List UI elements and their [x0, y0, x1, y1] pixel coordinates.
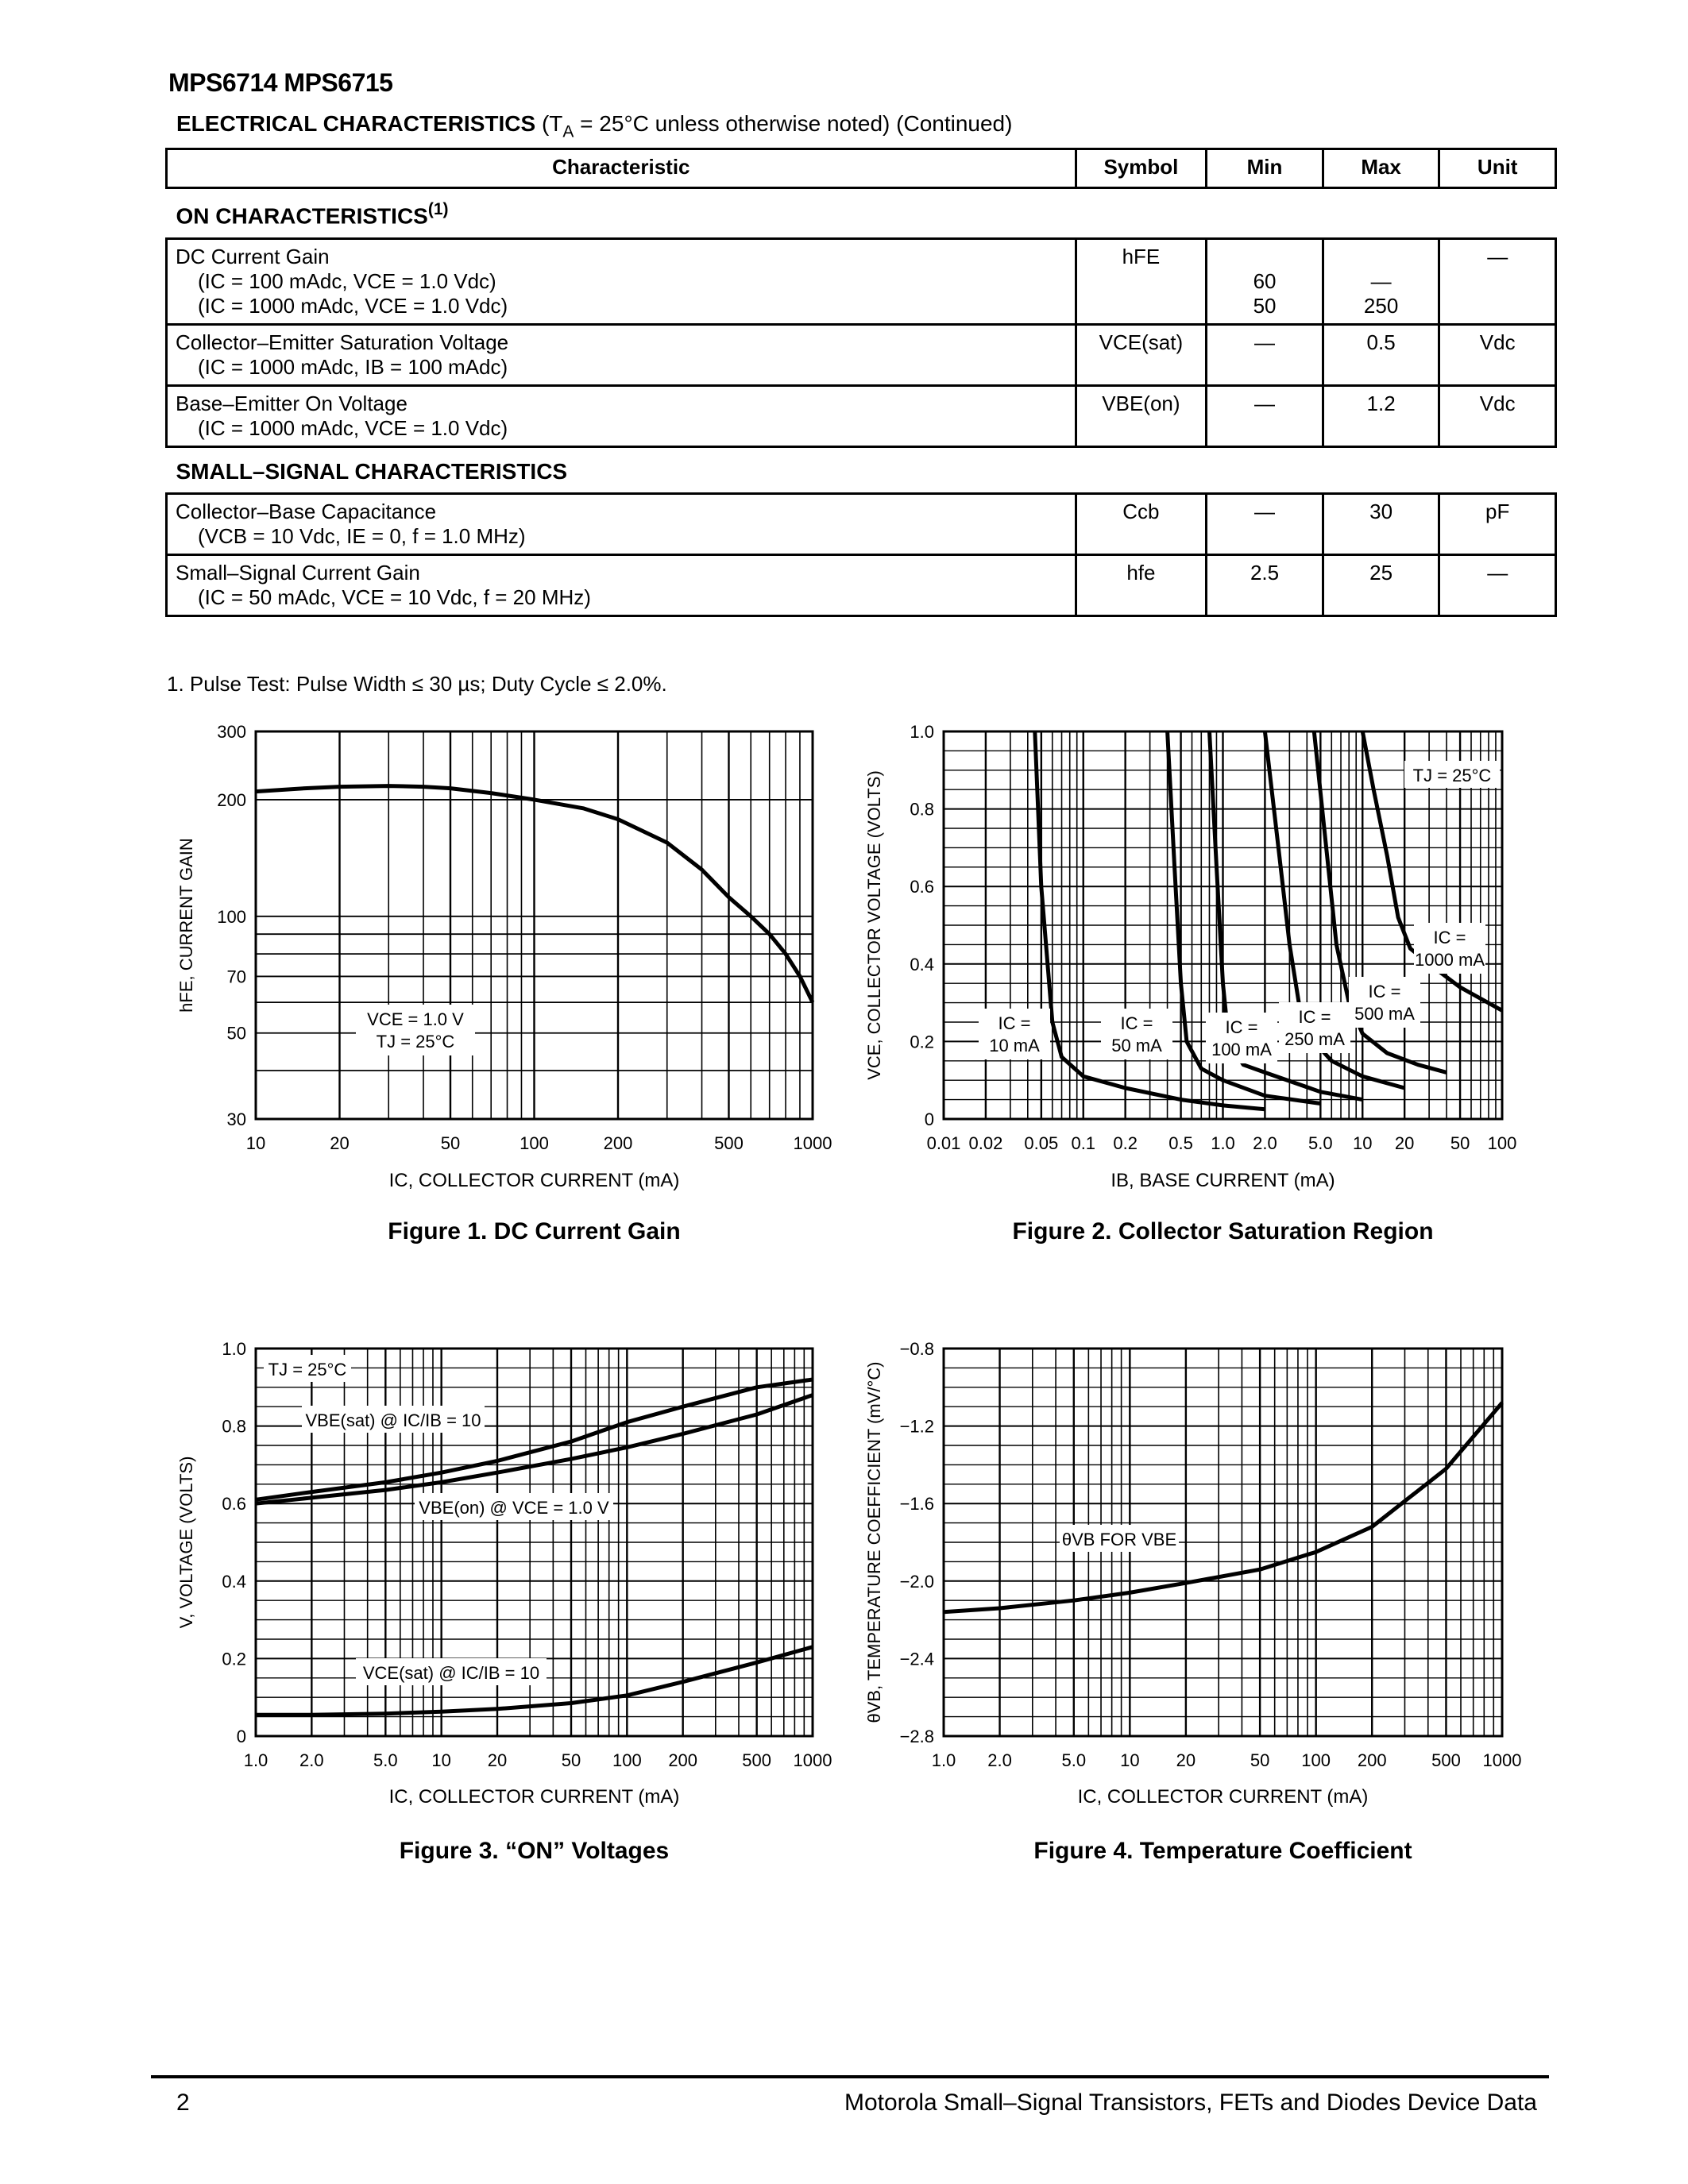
- annotation-text: IC =: [998, 1013, 1031, 1033]
- row-max: 30: [1323, 493, 1439, 554]
- header-min: Min: [1207, 149, 1323, 188]
- annotation-text: TJ = 25°C: [376, 1032, 455, 1051]
- x-tick-label: 0.1: [1071, 1133, 1096, 1153]
- x-tick-label: 200: [1357, 1750, 1387, 1770]
- annotation: [1349, 977, 1420, 1028]
- row-unit: Vdc: [1439, 385, 1556, 446]
- annotation-text: VBE(sat) @ IC/IB = 10: [305, 1410, 481, 1430]
- page-number: 2: [176, 2089, 190, 2116]
- annotation-text: IC =: [1368, 982, 1401, 1001]
- x-tick-label: 200: [668, 1750, 698, 1770]
- y-tick-label: 300: [217, 722, 246, 742]
- x-tick-label: 0.01: [926, 1133, 961, 1153]
- table-row: DC Current Gain (IC = 100 mAdc, VCE = 1.0 Vdc) (IC = 1000 mAdc, VCE = 1.0 Vdc) hFE 60 50 — 250 —: [167, 238, 1556, 324]
- y-tick-label: 0.4: [910, 954, 934, 974]
- x-tick-label: 10: [245, 1133, 266, 1153]
- series-line: [256, 1379, 813, 1499]
- y-axis-title: θVB, TEMPERATURE COEFFICIENT (mV/°C): [864, 1361, 884, 1723]
- x-tick-label: 10: [431, 1750, 451, 1770]
- y-tick-label: 0.4: [222, 1571, 246, 1592]
- footer-divider: [151, 2075, 1549, 2078]
- x-tick-label: 20: [330, 1133, 350, 1153]
- annotation: [1101, 1009, 1172, 1059]
- y-tick-label: −2.8: [899, 1727, 934, 1746]
- x-tick-label: 0.5: [1168, 1133, 1193, 1153]
- annotation: [356, 1658, 547, 1685]
- y-tick-label: 50: [226, 1023, 246, 1044]
- row-name: Small–Signal Current Gain: [176, 560, 420, 585]
- document-title: MPS6714 MPS6715: [168, 68, 393, 97]
- grid: [256, 731, 813, 1119]
- section-title-text: ELECTRICAL CHARACTERISTICS: [176, 111, 536, 136]
- header-symbol: Symbol: [1076, 149, 1207, 188]
- annotation-text: VCE = 1.0 V: [367, 1009, 464, 1029]
- annotation-text: θVB FOR VBE: [1061, 1530, 1177, 1549]
- row-condition: (VCB = 10 Vdc, IE = 0, f = 1.0 MHz): [198, 523, 526, 548]
- header-unit: Unit: [1439, 149, 1556, 188]
- annotation-text: 500 mA: [1354, 1004, 1415, 1024]
- header-max: Max: [1323, 149, 1439, 188]
- annotation-text: 10 mA: [989, 1036, 1040, 1055]
- x-tick-label: 10: [1353, 1133, 1373, 1153]
- footnote: 1. Pulse Test: Pulse Width ≤ 30 µs; Duty Cycle ≤ 2.0%.: [167, 672, 667, 696]
- row-min: —: [1207, 324, 1323, 385]
- annotation-text: IC =: [1433, 928, 1466, 947]
- y-axis-title: V, VOLTAGE (VOLTS): [176, 1456, 196, 1629]
- x-tick-label: 2.0: [987, 1750, 1012, 1770]
- y-axis-title: VCE, COLLECTOR VOLTAGE (VOLTS): [864, 770, 884, 1080]
- row-name: Collector–Base Capacitance: [176, 499, 437, 523]
- annotation: [356, 1005, 475, 1055]
- x-tick-label: 10: [1120, 1750, 1140, 1770]
- x-tick-label: 0.2: [1113, 1133, 1138, 1153]
- y-tick-label: 100: [217, 906, 246, 927]
- row-unit: —: [1439, 554, 1556, 615]
- annotation-text: VCE(sat) @ IC/IB = 10: [362, 1663, 540, 1683]
- x-tick-label: 50: [1250, 1750, 1270, 1770]
- x-tick-label: 100: [520, 1133, 549, 1153]
- y-tick-label: 1.0: [910, 722, 934, 742]
- group-small-signal: SMALL–SIGNAL CHARACTERISTICS: [167, 446, 1556, 493]
- annotation: [1404, 761, 1500, 788]
- x-tick-label: 1000: [793, 1133, 832, 1153]
- y-tick-label: 200: [217, 789, 246, 810]
- y-tick-label: −1.6: [899, 1494, 934, 1515]
- row-condition: (IC = 1000 mAdc, VCE = 1.0 Vdc): [198, 415, 508, 440]
- x-tick-label: 0.02: [968, 1133, 1003, 1153]
- row-max: 1.2: [1323, 385, 1439, 446]
- x-tick-label: 20: [1394, 1133, 1415, 1153]
- annotation: [1060, 1525, 1179, 1552]
- annotation-text: TJ = 25°C: [1412, 766, 1492, 785]
- row-max: 25: [1323, 554, 1439, 615]
- x-tick-label: 500: [742, 1750, 772, 1770]
- annotation: [264, 1355, 351, 1382]
- chart-2: [864, 722, 1516, 1244]
- x-tick-label: 100: [1301, 1750, 1331, 1770]
- row-min: 2.5: [1207, 554, 1323, 615]
- row-condition: (IC = 50 mAdc, VCE = 10 Vdc, f = 20 MHz): [198, 585, 591, 609]
- y-tick-label: 70: [226, 967, 246, 987]
- row-symbol: hfe: [1076, 554, 1207, 615]
- y-tick-label: 0.6: [910, 877, 934, 897]
- row-max: 0.5: [1323, 324, 1439, 385]
- y-tick-label: 0.8: [222, 1416, 246, 1437]
- y-tick-label: 1.0: [222, 1339, 246, 1359]
- x-tick-label: 200: [603, 1133, 633, 1153]
- grid: [944, 1349, 1502, 1736]
- annotation-text: 250 mA: [1284, 1029, 1345, 1049]
- annotation-text: TJ = 25°C: [268, 1360, 347, 1379]
- x-tick-label: 1.0: [931, 1750, 956, 1770]
- x-tick-label: 20: [1176, 1750, 1196, 1770]
- x-axis-title: IC, COLLECTOR CURRENT (mA): [388, 1170, 680, 1191]
- row-name: Base–Emitter On Voltage: [176, 391, 408, 415]
- row-symbol: VBE(on): [1076, 385, 1207, 446]
- row-name: DC Current Gain: [176, 244, 330, 268]
- y-tick-label: −2.4: [899, 1649, 934, 1669]
- x-tick-label: 5.0: [1061, 1750, 1087, 1770]
- x-tick-label: 50: [1450, 1133, 1470, 1153]
- annotation-text: 1000 mA: [1414, 950, 1485, 970]
- x-tick-label: 100: [612, 1750, 642, 1770]
- x-tick-label: 100: [1487, 1133, 1517, 1153]
- y-tick-label: 0: [924, 1109, 934, 1129]
- y-tick-label: 0: [236, 1727, 246, 1746]
- row-condition: (IC = 1000 mAdc, IB = 100 mAdc): [198, 354, 508, 379]
- header-characteristic: Characteristic: [167, 149, 1076, 188]
- row-symbol: Ccb: [1076, 493, 1207, 554]
- figure-caption: Figure 1. DC Current Gain: [388, 1218, 681, 1244]
- chart-4: [864, 1339, 1521, 1864]
- figure-caption: Figure 4. Temperature Coefficient: [1033, 1838, 1412, 1864]
- row-unit: —: [1439, 238, 1556, 324]
- annotation: [302, 1406, 485, 1433]
- x-axis-title: IC, COLLECTOR CURRENT (mA): [1077, 1786, 1369, 1808]
- row-name: Collector–Emitter Saturation Voltage: [176, 330, 509, 354]
- y-tick-label: −0.8: [899, 1339, 934, 1359]
- x-tick-label: 500: [1431, 1750, 1461, 1770]
- chart-3: [176, 1339, 832, 1864]
- row-symbol: hFE: [1076, 238, 1207, 324]
- x-tick-label: 0.05: [1024, 1133, 1059, 1153]
- x-tick-label: 1000: [793, 1750, 832, 1770]
- annotation: [1206, 1013, 1277, 1063]
- x-tick-label: 50: [561, 1750, 581, 1770]
- annotation-text: IC =: [1225, 1017, 1258, 1037]
- y-tick-label: 0.6: [222, 1494, 246, 1515]
- footer-text: Motorola Small–Signal Transistors, FETs and Diodes Device Data: [844, 2089, 1537, 2116]
- section-note: ($T_A = 25^\circ C$ unless otherwise noted) (Continued): [541, 111, 1013, 141]
- x-tick-label: 1000: [1482, 1750, 1522, 1770]
- x-tick-label: 5.0: [1308, 1133, 1333, 1153]
- annotation-text: IC =: [1298, 1007, 1331, 1027]
- x-tick-label: 1.0: [243, 1750, 268, 1770]
- annotation: [415, 1493, 613, 1520]
- y-axis-title: hFE, CURRENT GAIN: [176, 838, 196, 1013]
- x-tick-label: 2.0: [1253, 1133, 1277, 1153]
- x-tick-label: 5.0: [373, 1750, 398, 1770]
- x-tick-label: 20: [487, 1750, 508, 1770]
- x-tick-label: 2.0: [299, 1750, 324, 1770]
- annotation-text: 100 mA: [1211, 1040, 1272, 1059]
- figure-caption: Figure 2. Collector Saturation Region: [1012, 1218, 1434, 1244]
- row-min: —: [1207, 493, 1323, 554]
- y-tick-label: 0.2: [910, 1032, 934, 1052]
- y-tick-label: −1.2: [899, 1416, 934, 1437]
- x-tick-label: 50: [440, 1133, 461, 1153]
- annotation-text: IC =: [1120, 1013, 1153, 1033]
- x-tick-label: 1.0: [1211, 1133, 1235, 1153]
- y-tick-label: −2.0: [899, 1571, 934, 1592]
- x-tick-label: 500: [714, 1133, 744, 1153]
- annotation-text: 50 mA: [1111, 1036, 1162, 1055]
- row-condition: (IC = 1000 mAdc, VCE = 1.0 Vdc): [198, 293, 508, 318]
- row-symbol: VCE(sat): [1076, 324, 1207, 385]
- y-tick-label: 0.2: [222, 1649, 246, 1669]
- group-on-characteristics: ON CHARACTERISTICS$^{(1)}$: [167, 188, 1556, 239]
- figure-caption: Figure 3. “ON” Voltages: [399, 1838, 670, 1864]
- row-min: —: [1207, 385, 1323, 446]
- annotation: [979, 1009, 1050, 1059]
- annotation: [1279, 1002, 1350, 1053]
- row-unit: Vdc: [1439, 324, 1556, 385]
- annotation-text: VBE(on) @ VCE = 1.0 V: [419, 1498, 609, 1518]
- x-axis-title: IC, COLLECTOR CURRENT (mA): [388, 1786, 680, 1808]
- y-tick-label: 0.8: [910, 799, 934, 820]
- row-condition: (IC = 100 mAdc, VCE = 1.0 Vdc): [198, 268, 496, 293]
- chart-1: [176, 722, 832, 1244]
- row-unit: pF: [1439, 493, 1556, 554]
- annotation: [1414, 923, 1485, 974]
- y-tick-label: 30: [226, 1109, 246, 1129]
- x-axis-title: IB, BASE CURRENT (mA): [1111, 1170, 1335, 1191]
